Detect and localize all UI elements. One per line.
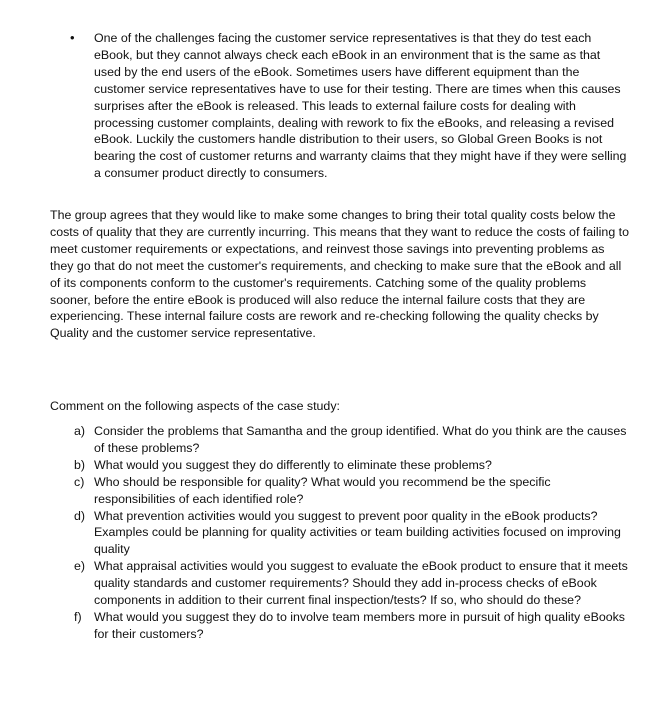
question-letter: f): [74, 609, 82, 624]
question-letter: d): [74, 508, 86, 523]
question-text: What prevention activities would you suggest to prevent poor quality in the eBook products? Examples could be planning for quality activities or team building activities focused on improving quality: [94, 508, 621, 557]
question-text: What appraisal activities would you suggest to evaluate the eBook product to ensure that it meets quality standards and customer requirements? Should they add in-process checks of eBook components in addition to their current final inspection/tests? If so, who should do these?: [94, 559, 628, 608]
question-item: [74, 558, 634, 609]
question-item: [74, 457, 634, 474]
questions-list: [74, 423, 634, 643]
question-letter: e): [74, 559, 86, 574]
question-text: What would you suggest they do differently to eliminate these problems?: [94, 457, 492, 472]
bullet-symbol: •: [70, 30, 75, 45]
bullet-text: One of the challenges facing the customer service representatives is that they do test each eBook, but they cannot always check each eBook in an environment that is the same as that used by the end users of the eBook. Sometimes users have different equipment than the customer service representatives have to use for their testing. There are times when this causes surprises after the eBook is released. This leads to external failure costs for dealing with processing customer complaints, dealing with rework to fix the eBooks, and releasing a revised eBook. Luckily the customers handle distribution to their users, so Global Green Books is not bearing the cost of customer returns and warranty claims that they might have if they were selling a consumer product directly to consumers.: [94, 31, 627, 181]
questions-prompt: Comment on the following aspects of the case study:: [50, 399, 340, 413]
question-item: [74, 423, 634, 457]
question-text: Consider the problems that Samantha and the group identified. What do you think are the causes of these problems?: [94, 424, 627, 455]
question-item: [74, 609, 634, 643]
question-letter: b): [74, 457, 86, 472]
question-item: [74, 474, 634, 508]
question-letter: c): [74, 474, 85, 489]
question-letter: a): [74, 424, 86, 438]
question-text: What would you suggest they do to involve team members more in pursuit of high quality eBooks for their customers?: [94, 609, 626, 641]
question-item: [74, 508, 634, 559]
body-paragraph: The group agrees that they would like to make some changes to bring their total quality costs below the costs of quality that they are currently incurring. This means that they want to reduce the costs of failing to meet customer requirements or expectations, and reinvest those savings into preventing problems as they go that do not meet the customer's requirements, and checking to make sure that the eBook and all of its components conform to the customer's requirements. Catching some of the quality problems sooner, before the entire eBook is produced will also reduce the internal failure costs that they are experiencing. These internal failure costs are rework and re-checking following the quality checks by Quality and the customer service representative.: [50, 208, 629, 341]
question-text: Who should be responsible for quality? What would you recommend be the specific responsibilities of each identified role?: [94, 474, 551, 506]
